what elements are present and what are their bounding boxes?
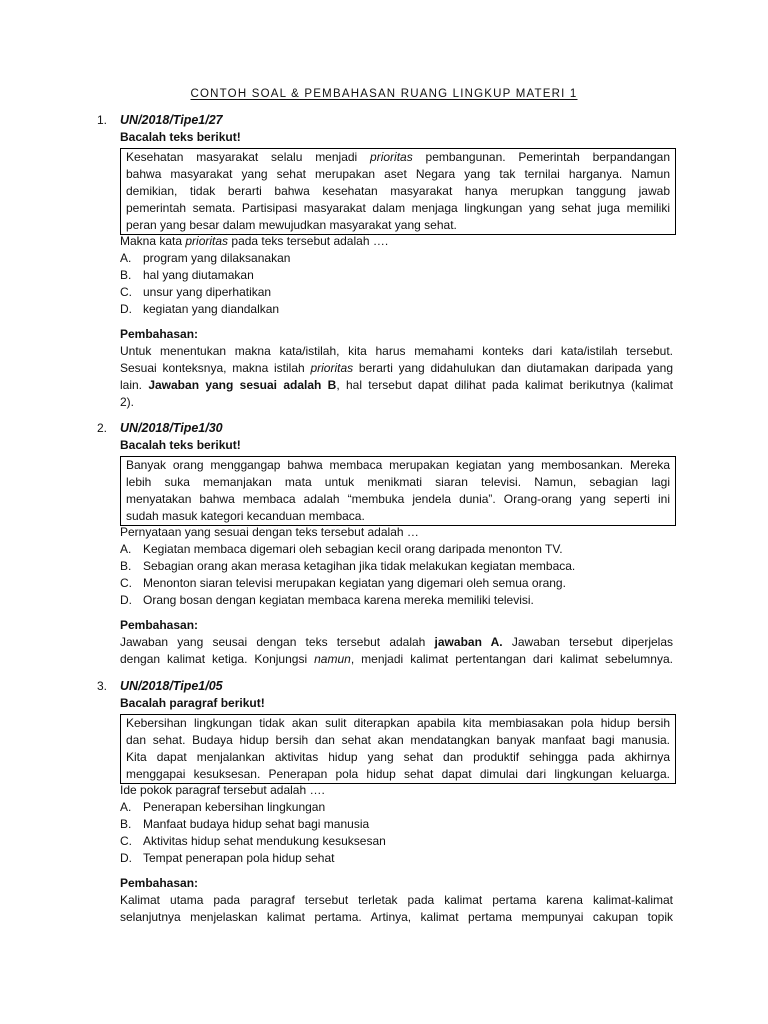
option-text: Kegiatan membaca digemari oleh sebagian kecil orang daripada menonton TV. xyxy=(143,542,563,556)
option-letter: A. xyxy=(120,542,132,556)
discussion-line: Untuk menentukan makna kata/istilah, kita harus memahami konteks dari kata/istilah tersebut. xyxy=(120,344,673,358)
answer-highlight: jawaban A. xyxy=(434,635,503,649)
option-letter: D. xyxy=(120,302,132,316)
option-d xyxy=(120,850,676,867)
discussion-text: dengan kalimat ketiga. Konjungsi xyxy=(120,652,315,666)
discussion-text: Jawaban tersebut diperjelas xyxy=(502,635,673,649)
option-text: Menonton siaran televisi merupakan kegiatan yang digemari oleh semua orang. xyxy=(143,576,566,590)
option-c xyxy=(120,575,676,592)
passage-line: lebih suka memanjakan mata untuk menikmati siaran televisi. Namun, sebagian lagi xyxy=(126,475,670,489)
passage-line: sudah masuk kategori kecanduan membaca. xyxy=(126,509,365,523)
discussion-text: lain. xyxy=(120,378,149,392)
discussion-label: Pembahasan: xyxy=(120,876,199,890)
answer-highlight: Jawaban yang sesuai adalah B xyxy=(148,378,337,392)
option-b xyxy=(120,816,676,833)
option-text: Penerapan kebersihan lingkungan xyxy=(143,800,326,814)
option-c xyxy=(120,833,676,850)
question-prompt: Pernyataan yang sesuai dengan teks tersebut adalah … xyxy=(120,525,419,539)
discussion-line xyxy=(120,651,673,668)
instruction: Bacalah teks berikut! xyxy=(120,130,241,144)
option-text: kegiatan yang diandalkan xyxy=(143,302,280,316)
question-code: UN/2018/Tipe1/05 xyxy=(120,679,223,693)
question-prompt: Ide pokok paragraf tersebut adalah …. xyxy=(120,783,325,797)
passage-line: Banyak orang menggangap bahwa membaca merupakan kegiatan yang membosankan. Mereka xyxy=(126,458,670,472)
option-letter: D. xyxy=(120,851,132,865)
discussion-line: 2). xyxy=(120,395,135,409)
question-code: UN/2018/Tipe1/30 xyxy=(120,421,223,435)
option-text: Orang bosan dengan kegiatan membaca karena mereka memiliki televisi. xyxy=(143,593,534,607)
option-b xyxy=(120,558,676,575)
italic-term: prioritas xyxy=(370,150,413,164)
passage-line: bahwa masyarakat yang sehat merupakan aset Negara yang tak ternilai harganya. Namun xyxy=(126,167,670,181)
question-3 xyxy=(97,678,676,926)
passage-box xyxy=(120,714,676,784)
passage-line: demikian, tidak berarti bahwa kesehatan masyarakat hanya merupkan tanggung jawab xyxy=(126,184,670,198)
option-text: Manfaat budaya hidup sehat bagi manusia xyxy=(143,817,370,831)
prompt-text: pada teks tersebut adalah …. xyxy=(228,234,389,248)
passage-line: dan sehat. Budaya hidup bersih dan sehat akan mendatangkan banyak manfaat bagi manusia. xyxy=(126,733,670,747)
option-letter: B. xyxy=(120,559,132,573)
option-text: Aktivitas hidup sehat mendukung kesuksesan xyxy=(143,834,386,848)
italic-term: prioritas xyxy=(310,361,354,375)
passage-line xyxy=(126,149,670,166)
option-text: Sebagian orang akan merasa ketagihan jika tidak melakukan kegiatan membaca. xyxy=(143,559,576,573)
question-number: 2. xyxy=(97,421,108,435)
passage-line: Kita dapat menjalankan aktivitas hidup yang sehat dan produktif sehingga pada akhirnya xyxy=(126,750,670,764)
question-2 xyxy=(97,420,676,668)
discussion-paragraph xyxy=(120,343,673,411)
passage-line: menyatakan bahwa membaca adalah “membuka jendela dunia”. Orang-orang yang seperti ini xyxy=(126,492,670,506)
passage-line: peran yang besar dalam mewujudkan masyarakat yang sehat. xyxy=(126,218,457,232)
question-prompt xyxy=(120,233,676,250)
discussion-text: , hal tersebut dapat dilihat pada kalimat berikutnya (kalimat xyxy=(336,378,673,392)
question-code: UN/2018/Tipe1/27 xyxy=(120,113,223,127)
option-text: program yang dilaksanakan xyxy=(143,251,291,265)
passage-box xyxy=(120,148,676,235)
discussion-label: Pembahasan: xyxy=(120,618,199,632)
option-text: Tempat penerapan pola hidup sehat xyxy=(143,851,335,865)
option-letter: A. xyxy=(120,800,132,814)
question-number: 3. xyxy=(97,679,108,693)
prompt-text: Makna kata xyxy=(120,234,186,248)
option-a xyxy=(120,250,676,267)
option-a xyxy=(120,541,676,558)
passage-box xyxy=(120,456,676,526)
italic-term: namun xyxy=(314,652,351,666)
discussion-line xyxy=(120,360,673,377)
discussion-line: Kalimat utama pada paragraf tersebut terletak pada kalimat pertama karena kalimat-kalimat xyxy=(120,893,673,907)
discussion-text: berarti yang didahulukan dan diutamakan daripada yang xyxy=(353,361,674,375)
passage-text: Kesehatan masyarakat selalu menjadi xyxy=(126,150,371,164)
option-d xyxy=(120,592,676,609)
passage-line: pemerintah semata. Partisipasi masyarakat dalam menjaga lingkungan yang sehat juga memiliki xyxy=(126,201,670,215)
question-1 xyxy=(97,112,676,411)
discussion-line xyxy=(120,634,673,651)
option-c xyxy=(120,284,676,301)
passage-line: Kebersihan lingkungan tidak akan sulit diterapkan apabila kita membiasakan pola hidup bersih xyxy=(126,716,670,730)
option-b xyxy=(120,267,676,284)
discussion-label: Pembahasan: xyxy=(120,327,199,341)
passage-line: menggapai kesuksesan. Penerapan pola hidup sehat dapat dimulai dari lingkungan keluarga. xyxy=(126,767,670,781)
option-d xyxy=(120,301,676,318)
discussion-text: , menjadi kalimat pertentangan dari kalimat sebelumnya. xyxy=(350,652,673,666)
option-letter: C. xyxy=(120,285,132,299)
page-title: CONTOH SOAL & PEMBAHASAN RUANG LINGKUP MATERI 1 xyxy=(190,88,578,100)
option-letter: B. xyxy=(120,817,132,831)
discussion-text: Sesuai konteksnya, makna istilah xyxy=(120,361,311,375)
option-text: unsur yang diperhatikan xyxy=(143,285,272,299)
option-letter: B. xyxy=(120,268,132,282)
passage-text: pembangunan. Pemerintah berpandangan xyxy=(412,150,670,164)
discussion-line: selanjutnya menjelaskan kalimat pertama. Artinya, kalimat pertama mempunyai cakupan topik xyxy=(120,910,673,924)
instruction: Bacalah paragraf berikut! xyxy=(120,696,265,710)
option-a xyxy=(120,799,676,816)
italic-term: prioritas xyxy=(185,234,229,248)
option-letter: C. xyxy=(120,576,132,590)
instruction: Bacalah teks berikut! xyxy=(120,438,241,452)
question-number: 1. xyxy=(97,113,108,127)
discussion-paragraph xyxy=(120,892,673,926)
option-letter: C. xyxy=(120,834,132,848)
option-letter: A. xyxy=(120,251,132,265)
discussion-paragraph xyxy=(120,634,673,668)
option-text: hal yang diutamakan xyxy=(143,268,254,282)
discussion-line xyxy=(120,377,673,394)
option-letter: D. xyxy=(120,593,132,607)
discussion-text: Jawaban yang seusai dengan teks tersebut adalah xyxy=(120,635,435,649)
